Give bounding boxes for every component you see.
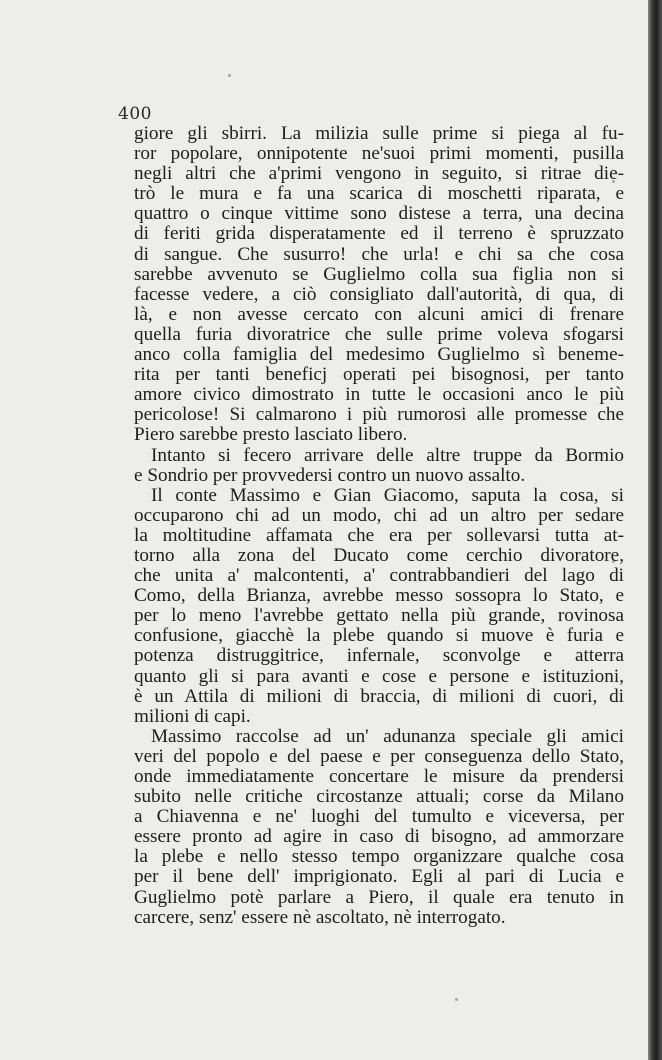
text-line: quella furia divoratrice che sulle prime voleva sfogarsi xyxy=(134,323,624,345)
body-text xyxy=(134,124,624,928)
paragraph xyxy=(134,446,624,486)
text-line: la plebe e nello stesso tempo organizzare qualche cosa xyxy=(134,846,624,868)
text-line: che unita a' malcontenti, a' contrabbandieri del lago di xyxy=(134,565,624,587)
paragraph xyxy=(134,486,624,727)
text-line: Piero sarebbe presto lasciato libero. xyxy=(134,424,408,446)
text-line: di feriti grida disperatamente ed il terreno è spruzzato xyxy=(134,223,624,245)
text-line: e Sondrio per provvedersi contro un nuovo assalto. xyxy=(134,464,526,486)
page-number: 400 xyxy=(118,104,152,124)
page-speck xyxy=(228,74,231,77)
text-line: di sangue. Che susurro! che urla! e chi sa che cosa xyxy=(134,243,624,265)
paragraph xyxy=(134,727,624,928)
text-line: confusione, giacchè la plebe quando si muove è furia e xyxy=(134,625,624,647)
text-line: anco colla famiglia del medesimo Guglielmo sì beneme- xyxy=(134,344,624,366)
text-line: Il conte Massimo e Gian Giacomo, saputa la cosa, si xyxy=(151,484,624,506)
text-line: quattro o cinque vittime sono distese a terra, una decina xyxy=(134,203,624,225)
text-line: veri del popolo e del paese e per conseguenza dello Stato, xyxy=(134,745,624,767)
text-line: quanto gli si para avanti e cose e persone e istituzioni, xyxy=(134,665,624,687)
text-line: per lo meno l'avrebbe gettato nella più grande, rovinosa xyxy=(134,605,624,627)
text-line: trò le mura e fa una scarica di moschetti riparata, e xyxy=(134,183,624,205)
text-line: Guglielmo potè parlare a Piero, il quale era tenuto in xyxy=(134,886,624,908)
text-line: per il bene dell' imprigionato. Egli al pari di Lucia e xyxy=(134,866,624,888)
text-line: è un Attila di milioni di braccia, di milioni di cuori, di xyxy=(134,685,624,707)
text-line: la moltitudine affamata che era per sollevarsi tutta at- xyxy=(134,524,624,546)
text-line: milioni di capi. xyxy=(134,705,251,727)
text-line: là, e non avesse cercato con alcuni amici di frenare xyxy=(134,303,624,325)
text-line: negli altri che a'primi vengono in seguito, si ritrae die- xyxy=(134,163,624,185)
text-line: giore gli sbirri. La milizia sulle prime si piega al fu- xyxy=(134,123,624,144)
text-line: rita per tanti beneficj operati pei bisognosi, per tanto xyxy=(134,364,624,386)
text-line: facesse vedere, a ciò consigliato dall'autorità, di qua, di xyxy=(134,283,624,305)
book-spine xyxy=(648,0,662,1060)
paragraph xyxy=(134,124,624,446)
text-line: subito nelle critiche circostanze attuali; corse da Milano xyxy=(134,786,624,808)
text-line: Massimo raccolse ad un' adunanza speciale gli amici xyxy=(151,725,624,747)
text-line: potenza distruggitrice, infernale, sconvolge e atterra xyxy=(134,645,624,667)
text-line: pericolose! Si calmarono i più rumorosi alle promesse che xyxy=(134,404,624,426)
text-line: sarebbe avvenuto se Guglielmo colla sua figlia non si xyxy=(134,263,624,285)
page-speck xyxy=(455,998,458,1001)
text-line: Como, della Brianza, avrebbe messo sossopra lo Stato, e xyxy=(134,585,624,607)
text-line: a Chiavenna e ne' luoghi del tumulto e viceversa, per xyxy=(134,806,624,828)
text-line: occuparono chi ad un modo, chi ad un altro per sedare xyxy=(134,504,624,526)
text-line: amore civico dimostrato in tutte le occasioni anco le più xyxy=(134,384,624,406)
text-line: onde immediatamente concertare le misure da prendersi xyxy=(134,766,624,787)
text-line: torno alla zona del Ducato come cerchio divoratore, xyxy=(134,544,624,566)
text-line: carcere, senz' essere nè ascoltato, nè interrogato. xyxy=(134,906,506,928)
text-line: essere pronto ad agire in caso di bisogno, ad ammorzare xyxy=(134,826,624,848)
text-line: ror popolare, onnipotente ne'suoi primi momenti, pusilla xyxy=(134,143,624,165)
text-line: Intanto si fecero arrivare delle altre truppe da Bormio xyxy=(151,444,624,466)
